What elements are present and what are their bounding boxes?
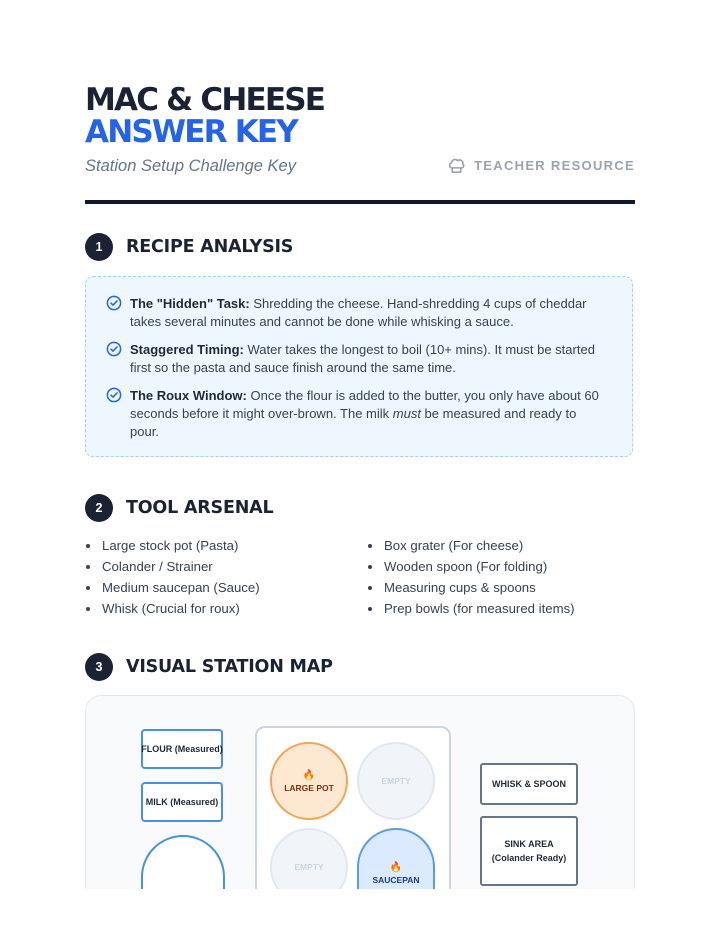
sink-label: SINK AREA bbox=[504, 839, 554, 849]
analysis-item bbox=[106, 387, 606, 441]
section-title: VISUAL STATION MAP bbox=[126, 657, 333, 677]
tool-item: Wooden spoon (For folding) bbox=[367, 556, 575, 577]
teacher-resource-label: TEACHER RESOURCE bbox=[474, 158, 635, 173]
milk-prep-bowl: MILK (Measured) bbox=[141, 782, 223, 822]
flame-icon: 🔥 bbox=[389, 861, 403, 873]
tool-item: Whisk (Crucial for roux) bbox=[85, 598, 260, 619]
analysis-text: Water takes the longest to boil (10+ mins). It must be started first so the pasta and sauce finish around the same time. bbox=[130, 342, 595, 375]
title-line-2: ANSWER KEY bbox=[85, 114, 297, 150]
section-number: 1 bbox=[85, 233, 113, 261]
burner-large-pot bbox=[270, 742, 348, 820]
burner-label: EMPTY bbox=[381, 776, 411, 786]
check-circle-icon bbox=[106, 387, 122, 441]
section-title: RECIPE ANALYSIS bbox=[126, 237, 294, 257]
section-heading-tool-arsenal bbox=[85, 494, 273, 522]
section-number: 3 bbox=[85, 653, 113, 681]
section-title: TOOL ARSENAL bbox=[126, 498, 274, 518]
check-circle-icon bbox=[106, 295, 122, 331]
whisk-spoon-station: WHISK & SPOON bbox=[480, 763, 578, 805]
analysis-text: be measured and ready to pour. bbox=[130, 406, 577, 439]
analysis-text: Shredding the cheese. Hand-shredding 4 cups of cheddar takes several minutes and cannot be done while whisking a sauce. bbox=[130, 296, 587, 329]
section-number: 2 bbox=[85, 494, 113, 522]
title-line-1: MAC & CHEESE bbox=[85, 82, 325, 118]
header-divider bbox=[85, 200, 635, 204]
tool-item: Box grater (For cheese) bbox=[367, 535, 575, 556]
recipe-analysis-box bbox=[85, 276, 633, 457]
flour-prep-bowl: FLOUR (Measured) bbox=[141, 729, 223, 769]
section-heading-recipe-analysis bbox=[85, 233, 293, 261]
burner-empty bbox=[357, 742, 435, 820]
tool-list-right bbox=[367, 535, 575, 619]
analysis-item bbox=[106, 295, 606, 331]
tool-item: Large stock pot (Pasta) bbox=[85, 535, 260, 556]
chef-hat-icon bbox=[447, 156, 466, 175]
check-circle-icon bbox=[106, 341, 122, 377]
flame-icon: 🔥 bbox=[302, 769, 316, 781]
section-heading-station-map bbox=[85, 653, 333, 681]
analysis-text: Once the flour is added to the butter, you only have about 60 seconds before it might over-brown. The milk bbox=[130, 388, 599, 421]
burner-label: EMPTY bbox=[294, 862, 324, 872]
analysis-item bbox=[106, 341, 606, 377]
subtitle: Station Setup Challenge Key bbox=[85, 157, 296, 175]
burner-label: SAUCEPAN bbox=[372, 874, 420, 885]
page-bottom-margin bbox=[0, 889, 720, 932]
analysis-label: Staggered Timing: bbox=[130, 342, 244, 357]
analysis-emphasis: must bbox=[392, 406, 421, 421]
tool-item: Medium saucepan (Sauce) bbox=[85, 577, 260, 598]
sink-area bbox=[480, 816, 578, 886]
tool-list-left bbox=[85, 535, 260, 619]
tool-item: Prep bowls (for measured items) bbox=[367, 598, 575, 619]
analysis-label: The "Hidden" Task: bbox=[130, 296, 250, 311]
burner-label: LARGE POT bbox=[284, 782, 334, 793]
analysis-label: The Roux Window: bbox=[130, 388, 247, 403]
tool-item: Measuring cups & spoons bbox=[367, 577, 575, 598]
teacher-resource-tag bbox=[447, 156, 635, 175]
sink-sublabel: (Colander Ready) bbox=[491, 853, 567, 863]
tool-item: Colander / Strainer bbox=[85, 556, 260, 577]
